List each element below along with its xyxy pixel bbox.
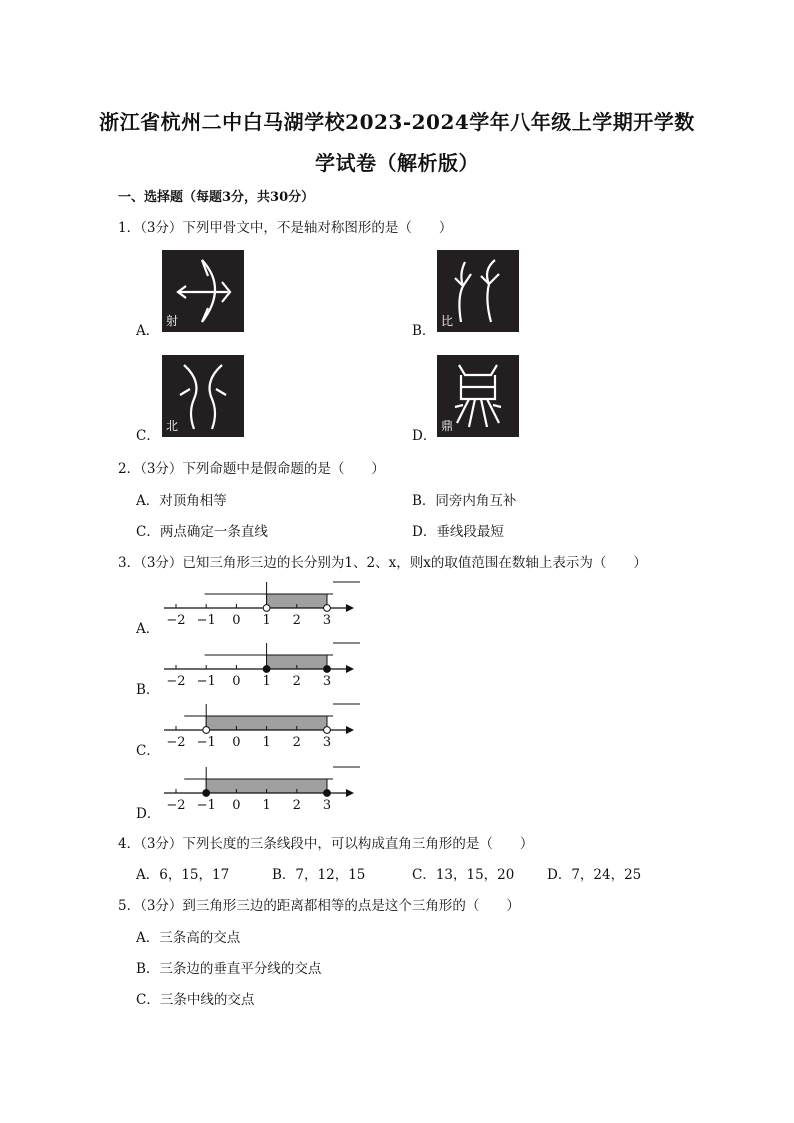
axis-tick-label: −1 — [196, 735, 216, 746]
question-3-stem: 3．（3分）已知三角形三边的长分别为1、2、x，则x的取值范围在数轴上表示为（ ） — [118, 555, 647, 571]
axis-tick-label: 0 — [232, 798, 241, 809]
question-5-stem: 5．（3分）到三角形三边的距离都相等的点是这个三角形的（ ） — [118, 898, 520, 914]
open-endpoint-circle — [263, 605, 270, 612]
q1-option-b-char: 比 — [441, 314, 454, 328]
q2-option-c: C．两点确定一条直线 — [136, 524, 268, 540]
q1-option-c-letter: C． — [136, 428, 160, 444]
q3-option-d-letter: D． — [136, 806, 161, 822]
q1-option-c-char: 北 — [166, 419, 179, 433]
question-1-stem: 1．（3分）下列甲骨文中，不是轴对称图形的是（ ） — [118, 220, 453, 236]
q4-option-a: A．6，15，17 — [136, 867, 230, 883]
axis-tick-label: 3 — [322, 674, 332, 685]
q3-option-c-number-line — [160, 702, 370, 746]
q1-option-d-letter: D． — [412, 428, 437, 444]
open-endpoint-circle — [324, 605, 331, 612]
q5-option-a: A．三条高的交点 — [136, 930, 241, 946]
axis-tick-label: −1 — [196, 674, 216, 685]
axis-tick-label: 1 — [262, 613, 271, 624]
section-heading: 一、选择题（每题3分，共30分） — [118, 190, 315, 205]
axis-tick-label: −2 — [166, 613, 186, 624]
q2-option-d: D．垂线段最短 — [412, 524, 504, 540]
q2-option-a: A．对顶角相等 — [136, 493, 227, 509]
axis-tick-label: 2 — [292, 798, 301, 809]
axis-tick-label: 2 — [292, 674, 301, 685]
axis-tick-label: 2 — [292, 735, 301, 746]
q2-option-b: B．同旁内角互补 — [412, 493, 517, 509]
axis-tick-label: 0 — [232, 735, 241, 746]
axis-tick-label: 2 — [292, 613, 301, 624]
axis-tick-label: 1 — [262, 735, 271, 746]
q1-option-d-char: 鼎 — [441, 419, 454, 433]
question-4-stem: 4．（3分）下列长度的三条线段中，可以构成直角三角形的是（ ） — [118, 836, 534, 852]
open-endpoint-circle — [324, 727, 331, 734]
axis-tick-label: −2 — [166, 735, 186, 746]
q1-option-c-image — [162, 355, 244, 437]
axis-arrow — [346, 726, 354, 734]
axis-tick-label: 3 — [322, 735, 332, 746]
axis-tick-label: −2 — [166, 674, 186, 685]
closed-endpoint-dot — [263, 666, 270, 673]
q3-option-b-number-line — [160, 641, 370, 685]
q1-option-d-image — [437, 355, 519, 437]
open-endpoint-circle — [203, 727, 210, 734]
axis-tick-label: 0 — [232, 613, 241, 624]
closed-endpoint-dot — [324, 790, 331, 797]
axis-tick-label: 3 — [322, 613, 332, 624]
q1-option-a-image — [162, 250, 244, 332]
axis-tick-label: 1 — [262, 798, 271, 809]
q3-option-c-letter: C． — [136, 743, 160, 759]
axis-arrow — [346, 665, 354, 673]
q3-option-a-letter: A． — [136, 621, 160, 637]
q3-option-d-number-line — [160, 765, 370, 809]
q5-option-c: C．三条中线的交点 — [136, 992, 255, 1008]
q3-option-b-letter: B． — [136, 682, 160, 698]
q3-option-a-number-line — [160, 580, 370, 624]
q1-option-b-letter: B． — [412, 323, 436, 339]
axis-tick-label: −1 — [196, 613, 216, 624]
q4-option-c: C．13，15，20 — [412, 867, 515, 883]
q5-option-b: B．三条边的垂直平分线的交点 — [136, 961, 322, 977]
axis-arrow — [346, 604, 354, 612]
q1-option-a-letter: A． — [136, 323, 160, 339]
axis-tick-label: 0 — [232, 674, 241, 685]
axis-tick-label: 1 — [262, 674, 271, 685]
question-2-stem: 2．（3分）下列命题中是假命题的是（ ） — [118, 461, 385, 477]
q4-option-b: B．7，12，15 — [272, 867, 366, 883]
page-title-line-1: 浙江省杭州二中白马湖学校2023-2024学年八年级上学期开学数 — [99, 110, 695, 134]
axis-tick-label: −2 — [166, 798, 186, 809]
q4-option-d: D．7，24，25 — [547, 867, 642, 883]
closed-endpoint-dot — [203, 790, 210, 797]
axis-tick-label: −1 — [196, 798, 216, 809]
closed-endpoint-dot — [324, 666, 331, 673]
page-title-line-2: 学试卷（解析版） — [315, 151, 479, 175]
axis-tick-label: 3 — [322, 798, 332, 809]
q1-option-a-char: 射 — [166, 314, 179, 328]
q1-option-b-image — [437, 250, 519, 332]
axis-arrow — [346, 789, 354, 797]
